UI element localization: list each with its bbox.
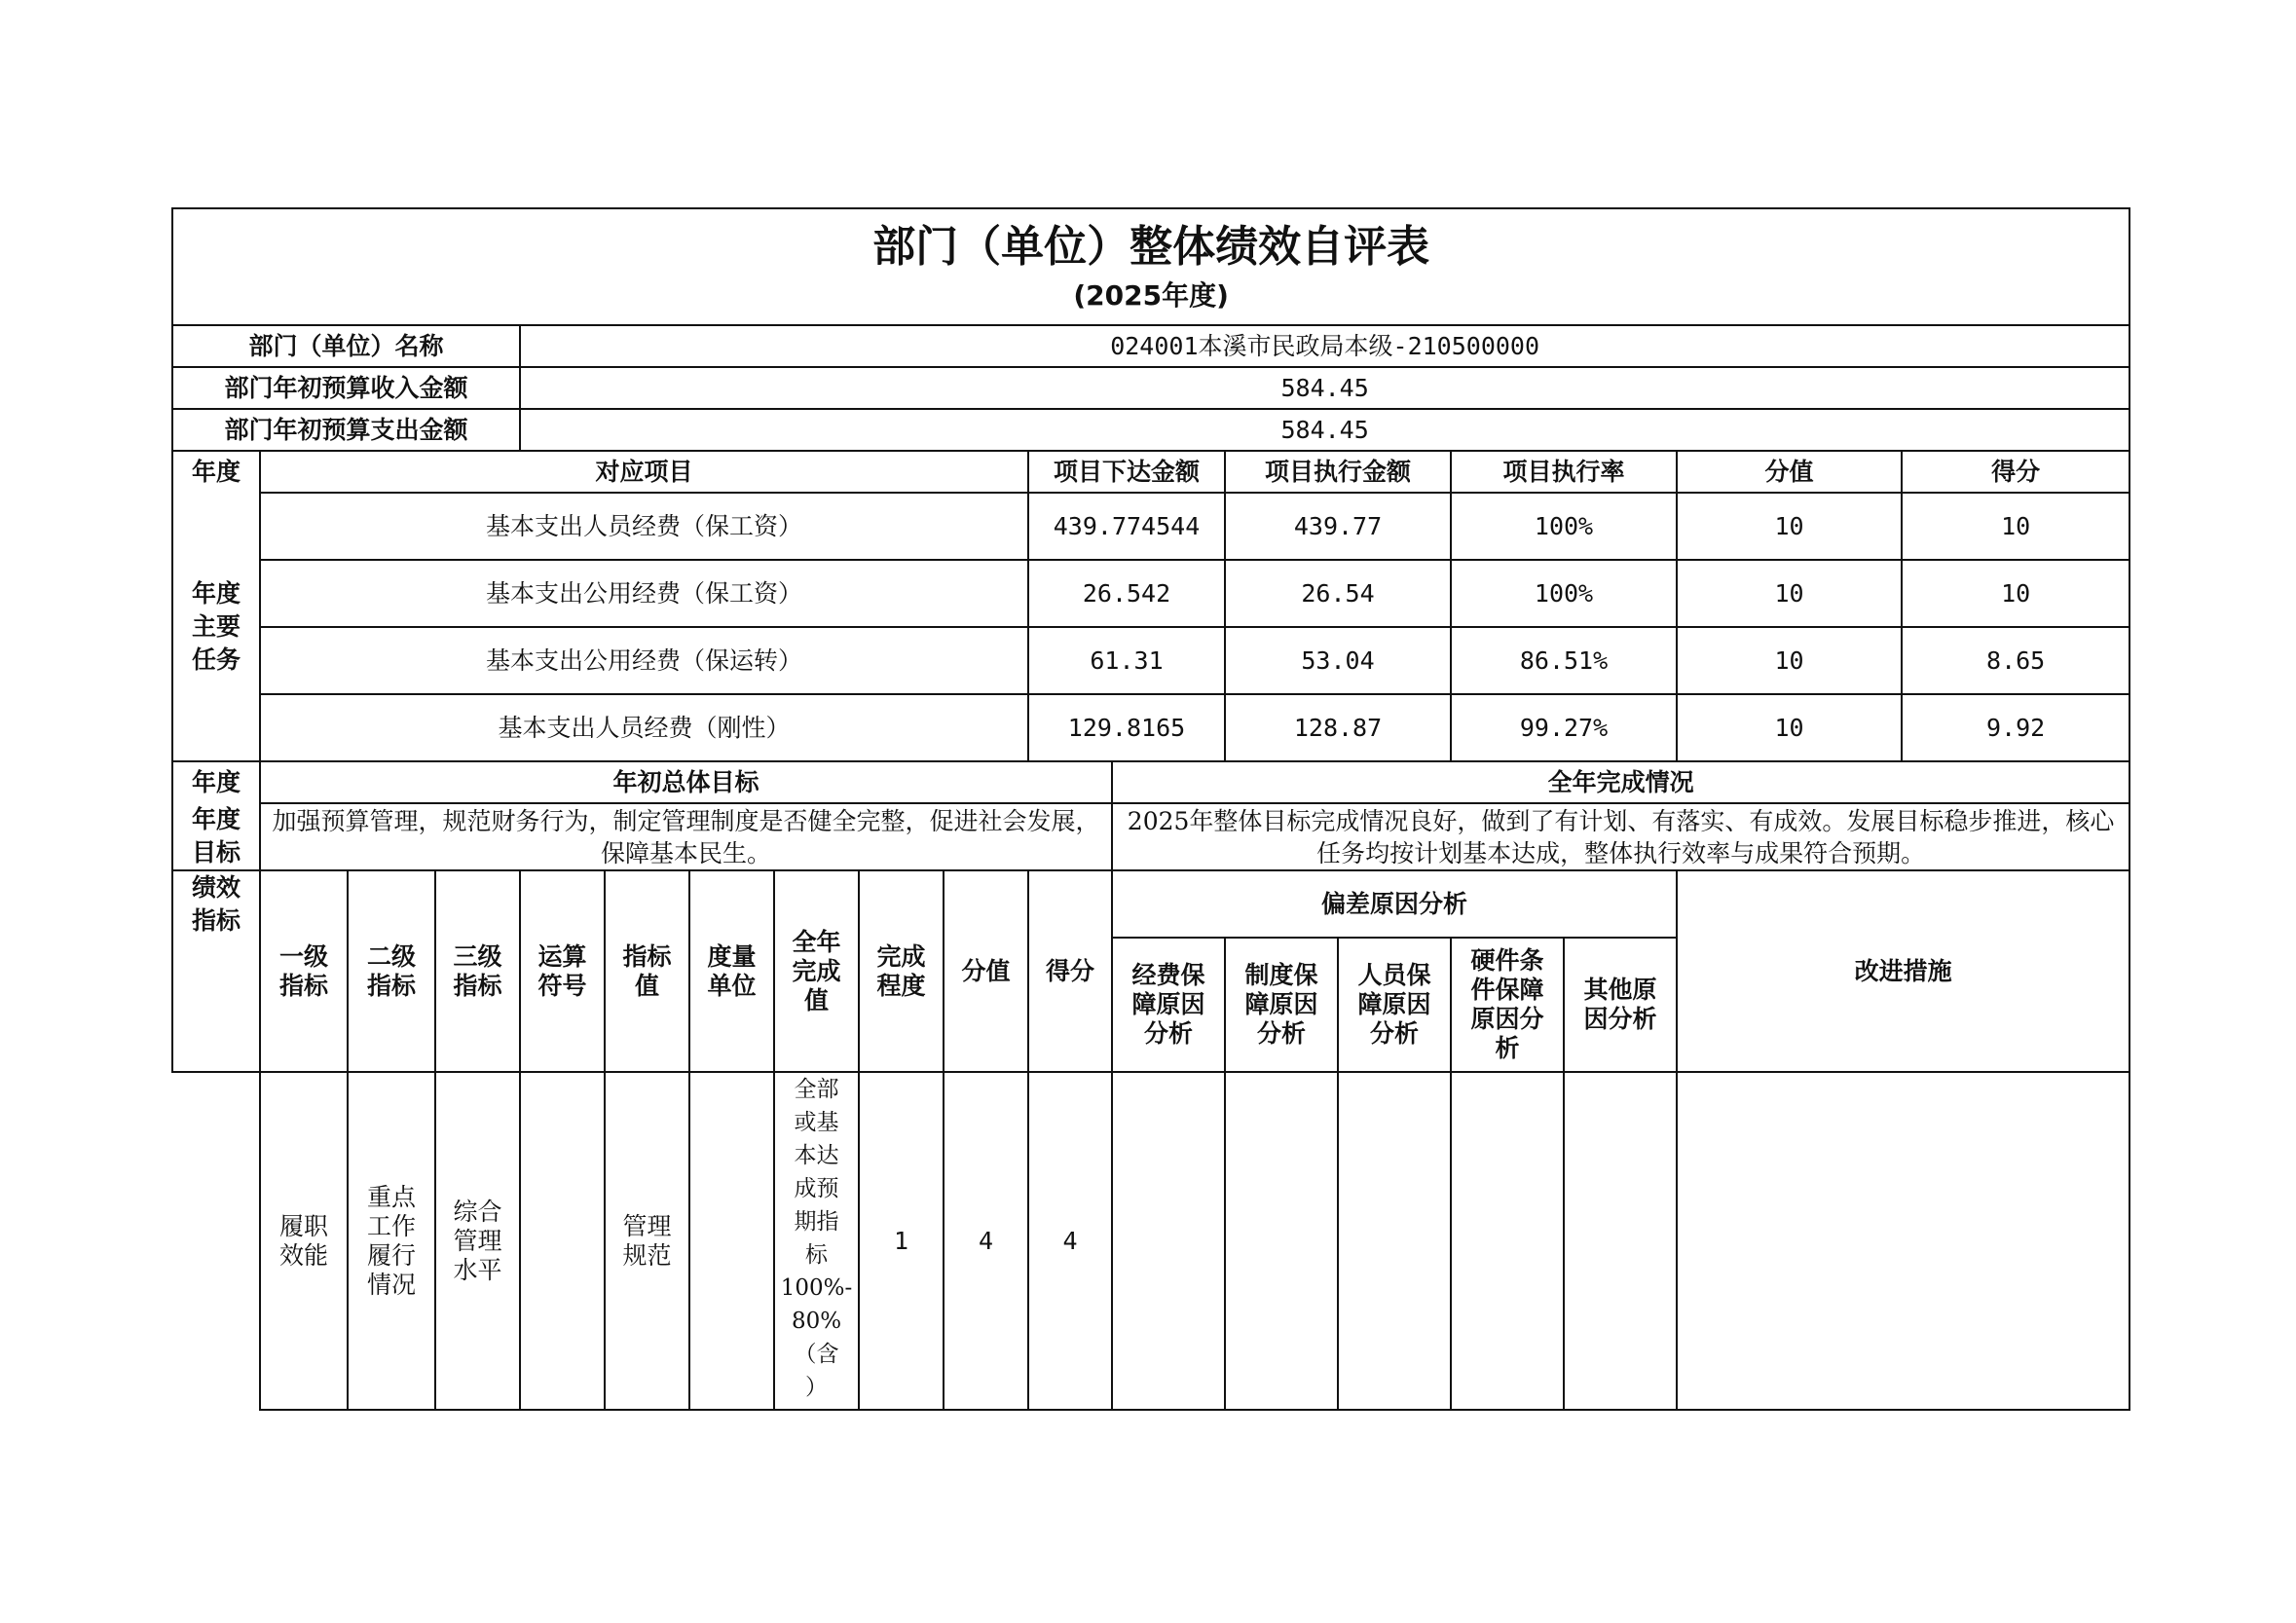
dept-name-label: 部门（单位）名称	[172, 325, 520, 367]
task-score: 8.65	[1902, 627, 2129, 694]
task-allocated: 439.774544	[1028, 493, 1225, 560]
ind-header-degree: 完成 程度	[859, 870, 944, 1072]
task-score: 9.92	[1902, 694, 2129, 761]
task-item: 基本支出人员经费（刚性）	[260, 694, 1028, 761]
task-rate: 99.27%	[1451, 694, 1677, 761]
indicator-target: 管理 规范	[605, 1072, 689, 1410]
indicator-score-value: 4	[944, 1072, 1028, 1410]
task-item: 基本支出公用经费（保工资）	[260, 560, 1028, 627]
budget-expense-label: 部门年初预算支出金额	[172, 409, 520, 451]
ind-header-level1: 一级 指标	[260, 870, 348, 1072]
task-executed: 26.54	[1225, 560, 1451, 627]
tasks-header-executed: 项目执行金额	[1225, 451, 1451, 493]
task-score-value: 10	[1677, 493, 1902, 560]
page-subtitle: (2025年度)	[1073, 279, 1229, 312]
ind-header-unit: 度量 单位	[689, 870, 774, 1072]
deviation-other: 其他原 因分析	[1564, 938, 1677, 1072]
task-score-value: 10	[1677, 627, 1902, 694]
dept-name-value: 024001本溪市民政局本级-210500000	[520, 325, 2129, 367]
tasks-header-allocated: 项目下达金额	[1028, 451, 1225, 493]
deviation-hardware: 硬件条 件保障 原因分 析	[1451, 938, 1564, 1072]
deviation-header: 偏差原因分析	[1112, 870, 1677, 938]
task-executed: 53.04	[1225, 627, 1451, 694]
indicator-actual: 全部 或基 本达 成预 期指 标 100%- 80% （含 ）	[774, 1072, 859, 1410]
goals-side-label: 年度 目标	[172, 803, 260, 870]
tasks-header-score-value: 分值	[1677, 451, 1902, 493]
deviation-personnel: 人员保 障原因 分析	[1338, 938, 1451, 1072]
goals-side-header: 年度	[172, 761, 260, 803]
task-score: 10	[1902, 493, 2129, 560]
task-item: 基本支出人员经费（保工资）	[260, 493, 1028, 560]
indicator-operator	[520, 1072, 605, 1410]
goals-initial-header: 年初总体目标	[260, 761, 1112, 803]
page-title: 部门（单位）整体绩效自评表	[872, 222, 1430, 272]
evaluation-sheet	[171, 207, 2129, 1411]
task-rate: 100%	[1451, 493, 1677, 560]
tasks-header-score: 得分	[1902, 451, 2129, 493]
task-rate: 100%	[1451, 560, 1677, 627]
task-allocated: 61.31	[1028, 627, 1225, 694]
task-score-value: 10	[1677, 694, 1902, 761]
indicator-side-blank	[172, 1072, 260, 1410]
goals-completion-header: 全年完成情况	[1112, 761, 2129, 803]
budget-expense-value: 584.45	[520, 409, 2129, 451]
tasks-side-label: 年度 主要 任务	[172, 493, 260, 761]
deviation-system: 制度保 障原因 分析	[1225, 938, 1338, 1072]
indicator-level3: 综合 管理 水平	[435, 1072, 520, 1410]
task-executed: 128.87	[1225, 694, 1451, 761]
ind-header-score-value: 分值	[944, 870, 1028, 1072]
tasks-side-header: 年度	[172, 451, 260, 493]
indicator-deviation-other	[1564, 1072, 1677, 1410]
ind-header-target: 指标 值	[605, 870, 689, 1072]
task-item: 基本支出公用经费（保运转）	[260, 627, 1028, 694]
indicator-level1: 履职 效能	[260, 1072, 348, 1410]
indicator-deviation-personnel	[1338, 1072, 1451, 1410]
indicator-improvement	[1677, 1072, 2129, 1410]
indicator-degree: 1	[859, 1072, 944, 1410]
task-allocated: 129.8165	[1028, 694, 1225, 761]
ind-header-level2: 二级 指标	[348, 870, 435, 1072]
ind-header-score: 得分	[1028, 870, 1112, 1072]
deviation-funding: 经费保 障原因 分析	[1112, 938, 1225, 1072]
task-allocated: 26.542	[1028, 560, 1225, 627]
task-executed: 439.77	[1225, 493, 1451, 560]
ind-header-actual: 全年 完成 值	[774, 870, 859, 1072]
indicator-score: 4	[1028, 1072, 1112, 1410]
indicators-side-label: 绩效 指标	[172, 870, 260, 1072]
ind-header-level3: 三级 指标	[435, 870, 520, 1072]
tasks-header-rate: 项目执行率	[1451, 451, 1677, 493]
indicator-unit	[689, 1072, 774, 1410]
task-score-value: 10	[1677, 560, 1902, 627]
indicator-deviation-hardware	[1451, 1072, 1564, 1410]
goals-completion-text: 2025年整体目标完成情况良好，做到了有计划、有落实、有成效。发展目标稳步推进，核心任务均按计划基本达成，整体执行效率与成果符合预期。	[1112, 803, 2129, 870]
budget-income-value: 584.45	[520, 367, 2129, 409]
indicator-deviation-system	[1225, 1072, 1338, 1410]
indicator-deviation-funding	[1112, 1072, 1225, 1410]
goals-initial-text: 加强预算管理，规范财务行为，制定管理制度是否健全完整，促进社会发展，保障基本民生。	[260, 803, 1112, 870]
ind-header-operator: 运算 符号	[520, 870, 605, 1072]
indicator-level2: 重点 工作 履行 情况	[348, 1072, 435, 1410]
task-rate: 86.51%	[1451, 627, 1677, 694]
improvement-header: 改进措施	[1677, 870, 2129, 1072]
task-score: 10	[1902, 560, 2129, 627]
tasks-header-item: 对应项目	[260, 451, 1028, 493]
evaluation-table	[171, 207, 2130, 1411]
budget-income-label: 部门年初预算收入金额	[172, 367, 520, 409]
title-cell	[172, 208, 2129, 325]
